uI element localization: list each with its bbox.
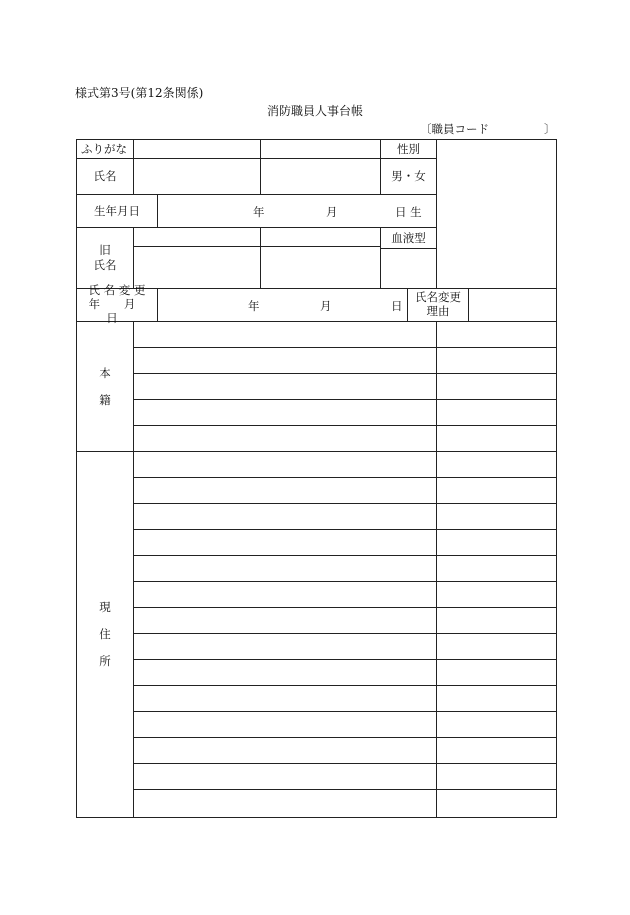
family-name-field[interactable] xyxy=(134,159,260,194)
former-name-label-line1: 旧 xyxy=(99,243,111,258)
photo-area xyxy=(437,140,556,288)
given-name-field[interactable] xyxy=(261,159,380,194)
birthdate-label: 生年月日 xyxy=(94,203,140,218)
current-address-label-char1: 現 xyxy=(99,600,111,615)
name-change-reason-field[interactable] xyxy=(469,289,556,321)
blood-type-field[interactable] xyxy=(381,249,436,288)
current-address-label-char3: 所 xyxy=(99,653,111,668)
name-change-month-label: 月 xyxy=(320,299,332,313)
honseki-label-char2: 籍 xyxy=(99,392,111,407)
name-change-date-label-line2: 年 月 日 xyxy=(88,297,146,325)
furigana-label: ふりがな xyxy=(81,141,127,156)
name-change-day-label: 日 xyxy=(391,299,403,313)
staff-code-close: 〕 xyxy=(544,122,556,136)
birth-day-label: 日 生 xyxy=(395,205,422,219)
birth-year-label: 年 xyxy=(253,205,265,219)
former-furigana-family-field[interactable] xyxy=(134,228,260,246)
gender-label: 性別 xyxy=(397,141,420,156)
current-address-label xyxy=(77,452,133,817)
name-change-date-label xyxy=(77,283,157,325)
document-title: 消防職員人事台帳 xyxy=(266,104,363,118)
birth-month-label: 月 xyxy=(326,205,338,219)
former-furigana-given-field[interactable] xyxy=(261,228,380,246)
furigana-given-field[interactable] xyxy=(261,140,380,158)
staff-code-open: 〔職員コード xyxy=(420,122,489,136)
current-address-label-char2: 住 xyxy=(99,627,111,642)
name-label: 氏名 xyxy=(93,169,117,184)
furigana-family-field[interactable] xyxy=(134,140,260,158)
name-change-reason-label xyxy=(408,289,468,321)
gender-options[interactable]: 男・女 xyxy=(391,169,426,184)
former-given-name-field[interactable] xyxy=(261,247,380,288)
form-number: 様式第3号(第12条関係) xyxy=(75,86,204,100)
name-change-date-label-line1: 氏 名 変 更 xyxy=(88,283,146,298)
former-name-label xyxy=(77,228,133,288)
name-change-reason-label-line2: 理由 xyxy=(426,304,450,318)
blood-type-label: 血液型 xyxy=(391,230,426,245)
name-change-reason-label-line1: 氏名変更 xyxy=(415,290,461,305)
former-family-name-field[interactable] xyxy=(134,247,260,288)
name-change-year-label: 年 xyxy=(248,299,260,313)
honseki-label xyxy=(77,322,133,451)
honseki-label-char1: 本 xyxy=(99,365,111,380)
former-name-label-line2: 氏名 xyxy=(93,258,117,272)
